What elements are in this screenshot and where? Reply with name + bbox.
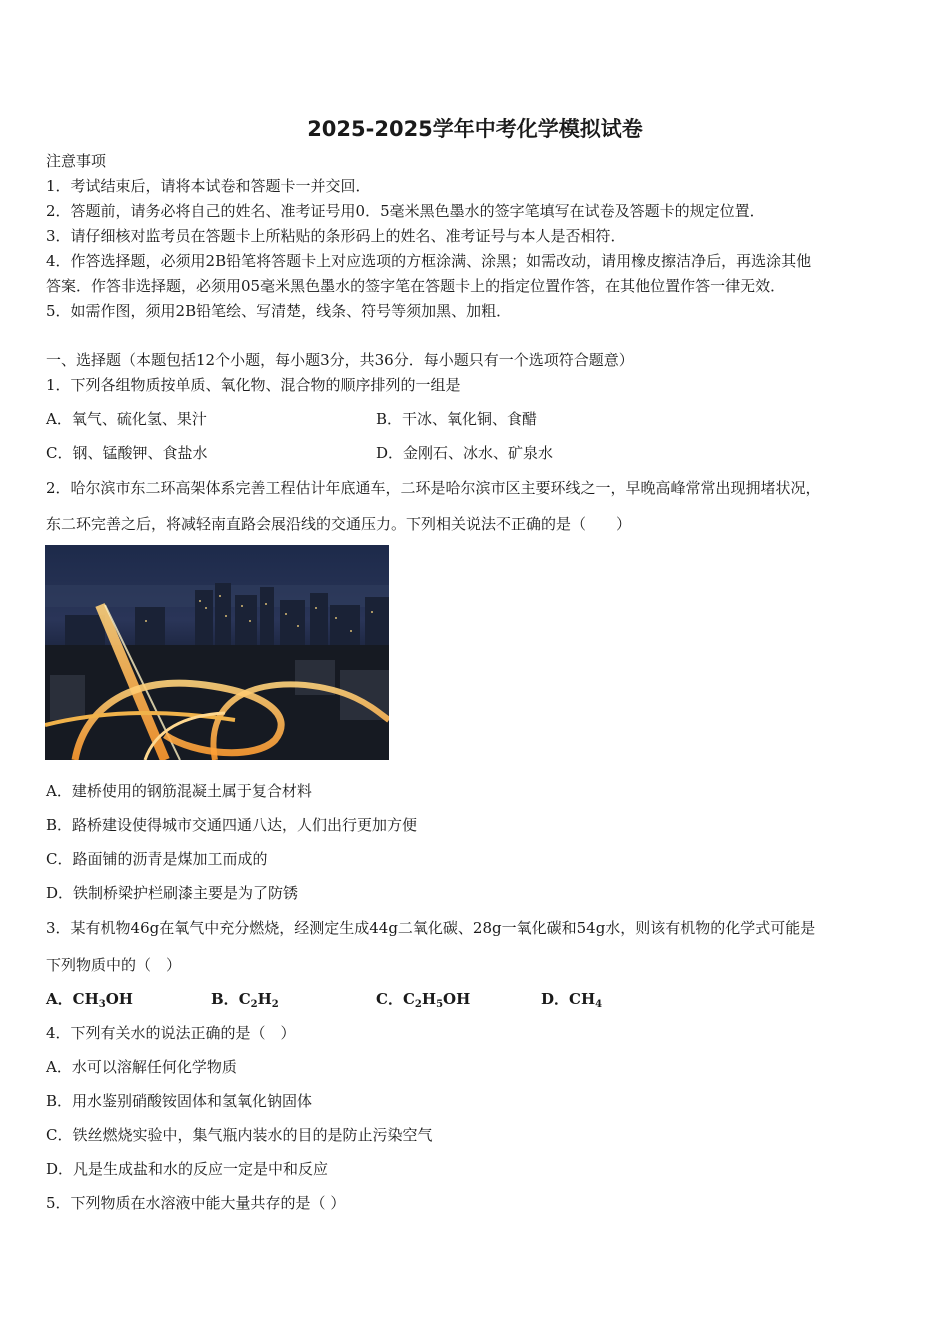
q3-option-b: B．$C_2H_2$ [211,990,279,1010]
q2-option-d: D．铁制桥梁护栏刷漆主要是为了防锈 [46,884,299,902]
q4-option-b: B．用水鉴别硝酸铵固体和氢氧化钠固体 [46,1092,313,1110]
notice-item: 2．答题前，请务必将自己的姓名、准考证号用0．5毫米黑色墨水的签字笔填写在试卷及答题卡的规定位置． [46,202,765,220]
question-3-stem-line1: 3．某有机物46g在氧气中充分燃烧，经测定生成44g二氧化碳、28g一氧化碳和54g水，则该有机物的化学式可能是 [46,919,816,937]
q2-option-a: A．建桥使用的钢筋混凝土属于复合材料 [46,782,312,800]
q3-option-a: A．$CH_3OH$ [46,990,133,1010]
question-4-stem: 4．下列有关水的说法正确的是（ ） [46,1024,296,1042]
q2-option-c: C．路面铺的沥青是煤加工而成的 [46,850,268,868]
q3-option-c: C．$C_2H_5OH$ [376,990,471,1010]
section-heading: 一、选择题（本题包括12个小题，每小题3分，共36分．每小题只有一个选项符合题意） [46,351,634,369]
question-2-stem-line1: 2．哈尔滨市东二环高架体系完善工程估计年底通车，二环是哈尔滨市区主要环线之一，早晚高峰常常出现拥堵状况， [46,479,821,497]
q1-option-b: B．干冰、氧化铜、食醋 [376,410,538,428]
page-title: 2025-2025学年中考化学模拟试卷 [307,117,643,141]
q4-option-c: C．铁丝燃烧实验中，集气瓶内装水的目的是防止污染空气 [46,1126,433,1144]
q1-option-c: C．钢、锰酸钾、食盐水 [46,444,208,462]
q4-option-d: D．凡是生成盐和水的反应一定是中和反应 [46,1160,329,1178]
notice-heading: 注意事项 [46,152,107,170]
q1-option-d: D．金刚石、冰水、矿泉水 [376,444,554,462]
question-5-stem: 5．下列物质在水溶液中能大量共存的是（ ） [46,1194,346,1212]
question-3-stem-line2: 下列物质中的（ ） [46,956,182,974]
question-1-stem: 1．下列各组物质按单质、氧化物、混合物的顺序排列的一组是 [46,376,461,394]
notice-item: 答案．作答非选择题，必须用05毫米黑色墨水的签字笔在答题卡上的指定位置作答，在其他位置作答一律无效． [46,277,786,295]
notice-item: 1．考试结束后，请将本试卷和答题卡一并交回． [46,177,371,195]
q4-option-a: A．水可以溶解任何化学物质 [46,1058,237,1076]
q2-option-b: B．路桥建设使得城市交通四通八达，人们出行更加方便 [46,816,418,834]
notice-item: 4．作答选择题，必须用2B铅笔将答题卡上对应选项的方框涂满、涂黑；如需改动，请用橡皮擦洁净后，再选涂其他 [46,252,812,270]
q1-option-a: A．氧气、硫化氢、果汁 [46,410,207,428]
q3-option-d: D．$CH_4$ [541,990,603,1010]
notice-item: 5．如需作图，须用2B铅笔绘、写清楚，线条、符号等须加黑、加粗． [46,302,512,320]
notice-item: 3．请仔细核对监考员在答题卡上所粘贴的条形码上的姓名、准考证号与本人是否相符． [46,227,626,245]
question-2-stem-line2: 东二环完善之后，将减轻南直路会展沿线的交通压力。下列相关说法不正确的是（ ） [46,515,632,533]
city-night-overpass-photo [45,545,389,760]
